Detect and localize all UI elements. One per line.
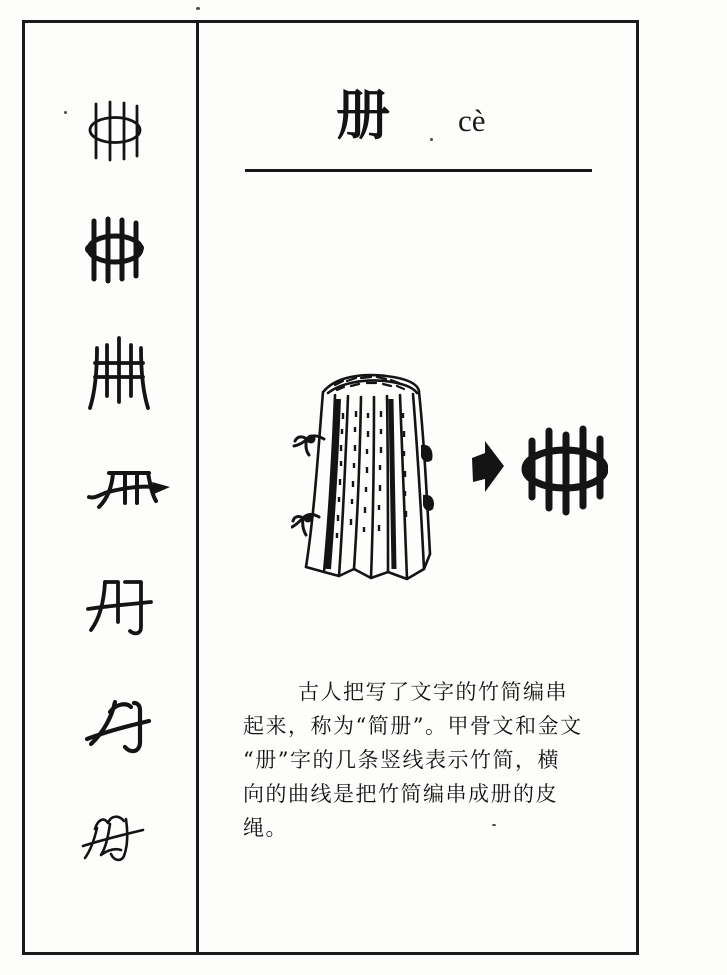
bronze-script-glyph bbox=[85, 215, 145, 285]
paragraph-line: 绳。 bbox=[243, 816, 288, 840]
paragraph-line: 古人把写了文字的竹简编串 bbox=[298, 680, 568, 704]
scan-speck bbox=[196, 7, 200, 10]
title-underline bbox=[245, 169, 592, 172]
headword-pinyin: cè bbox=[458, 103, 486, 138]
right-arrow-icon bbox=[471, 437, 505, 496]
headword-character: 册 bbox=[336, 83, 390, 147]
paragraph-line: 向的曲线是把竹简编串成册的皮 bbox=[243, 782, 558, 806]
paragraph-line: 起来，称为“简册”。甲骨文和金文 bbox=[243, 714, 583, 738]
ancient-ce-character-glyph bbox=[520, 420, 608, 516]
running-script-glyph bbox=[82, 694, 154, 762]
cursive-script-glyph bbox=[80, 808, 150, 870]
scan-speck bbox=[64, 111, 67, 114]
scan-speck bbox=[492, 824, 496, 826]
seal-script-glyph bbox=[88, 336, 150, 416]
regular-script-glyph bbox=[84, 572, 154, 642]
clerical-script-glyph bbox=[86, 464, 170, 516]
bamboo-slip-bundle-drawing bbox=[291, 369, 441, 585]
oracle-bone-script-glyph bbox=[87, 100, 143, 162]
scan-speck bbox=[430, 138, 433, 141]
etymology-paragraph bbox=[243, 675, 607, 845]
column-divider-line bbox=[196, 20, 199, 955]
paragraph-line: “册”字的几条竖线表示竹简，横 bbox=[243, 748, 560, 772]
